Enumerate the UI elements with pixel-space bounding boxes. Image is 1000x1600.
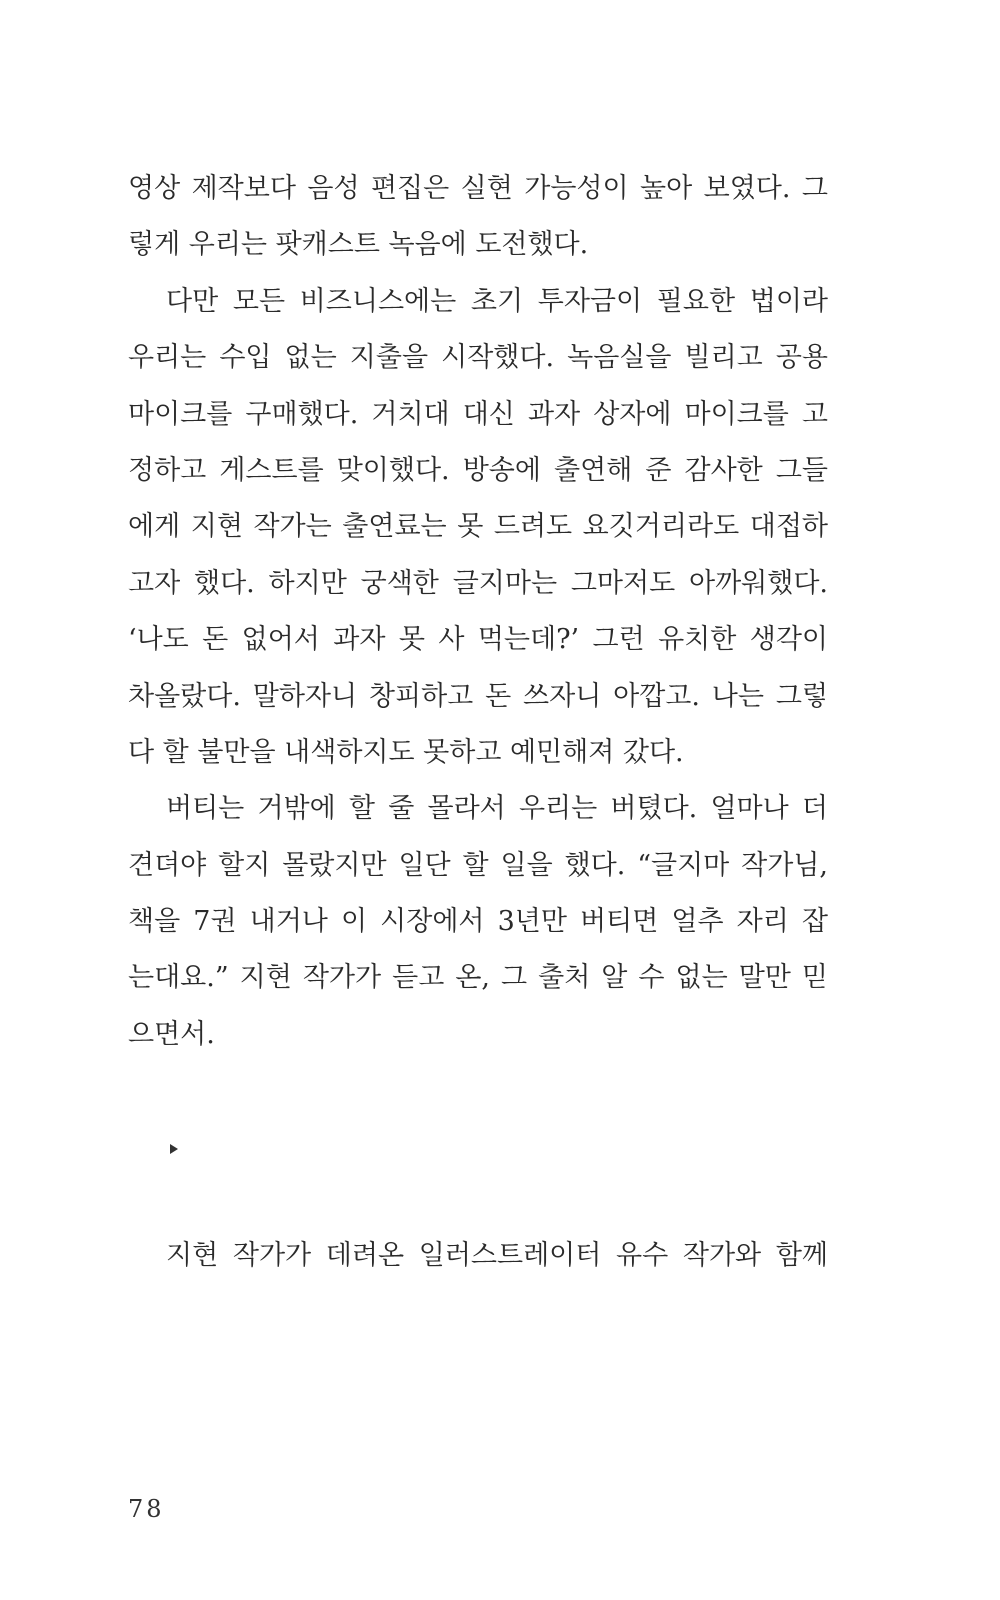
section-break-triangle-icon [170, 1144, 178, 1154]
text-line: 책을 7권 내거나 이 시장에서 3년만 버티면 얼추 자리 잡 [128, 906, 828, 938]
text-line: 견뎌야 할지 몰랐지만 일단 할 일을 했다. “글지마 작가님, [128, 849, 828, 881]
text-line: 고자 했다. 하지만 궁색한 글지마는 그마저도 아까워했다. [128, 567, 828, 599]
page-number: 78 [128, 1495, 165, 1523]
text-line: 다 할 불만을 내색하지도 못하고 예민해져 갔다. [128, 736, 684, 768]
text-line: 마이크를 구매했다. 거치대 대신 과자 상자에 마이크를 고 [128, 398, 828, 430]
text-line: 우리는 수입 없는 지출을 시작했다. 녹음실을 빌리고 공용 [128, 342, 828, 374]
text-line: 영상 제작보다 음성 편집은 실현 가능성이 높아 보였다. 그 [128, 173, 828, 204]
text-line: 차올랐다. 말하자니 창피하고 돈 쓰자니 아깝고. 나는 그렇 [128, 680, 828, 712]
text-line: 는대요.” 지현 작가가 듣고 온, 그 출처 알 수 없는 말만 믿 [128, 962, 828, 994]
text-line: 정하고 게스트를 맞이했다. 방송에 출연해 준 감사한 그들 [128, 454, 828, 486]
text-line: 에게 지현 작가는 출연료는 못 드려도 요깃거리라도 대접하 [128, 511, 828, 543]
text-line: 으면서. [128, 1018, 215, 1050]
text-line: 다만 모든 비즈니스에는 초기 투자금이 필요한 법이라 [166, 285, 828, 317]
text-line: ‘나도 돈 없어서 과자 못 사 먹는데?’ 그런 유치한 생각이 [128, 624, 828, 656]
text-line: 버티는 거밖에 할 줄 몰라서 우리는 버텼다. 얼마나 더 [166, 793, 828, 825]
section-first-line: 지현 작가가 데려온 일러스트레이터 유수 작가와 함께 [166, 1240, 828, 1271]
body-text [128, 167, 828, 1069]
text-line: 렇게 우리는 팟캐스트 녹음에 도전했다. [128, 229, 589, 261]
